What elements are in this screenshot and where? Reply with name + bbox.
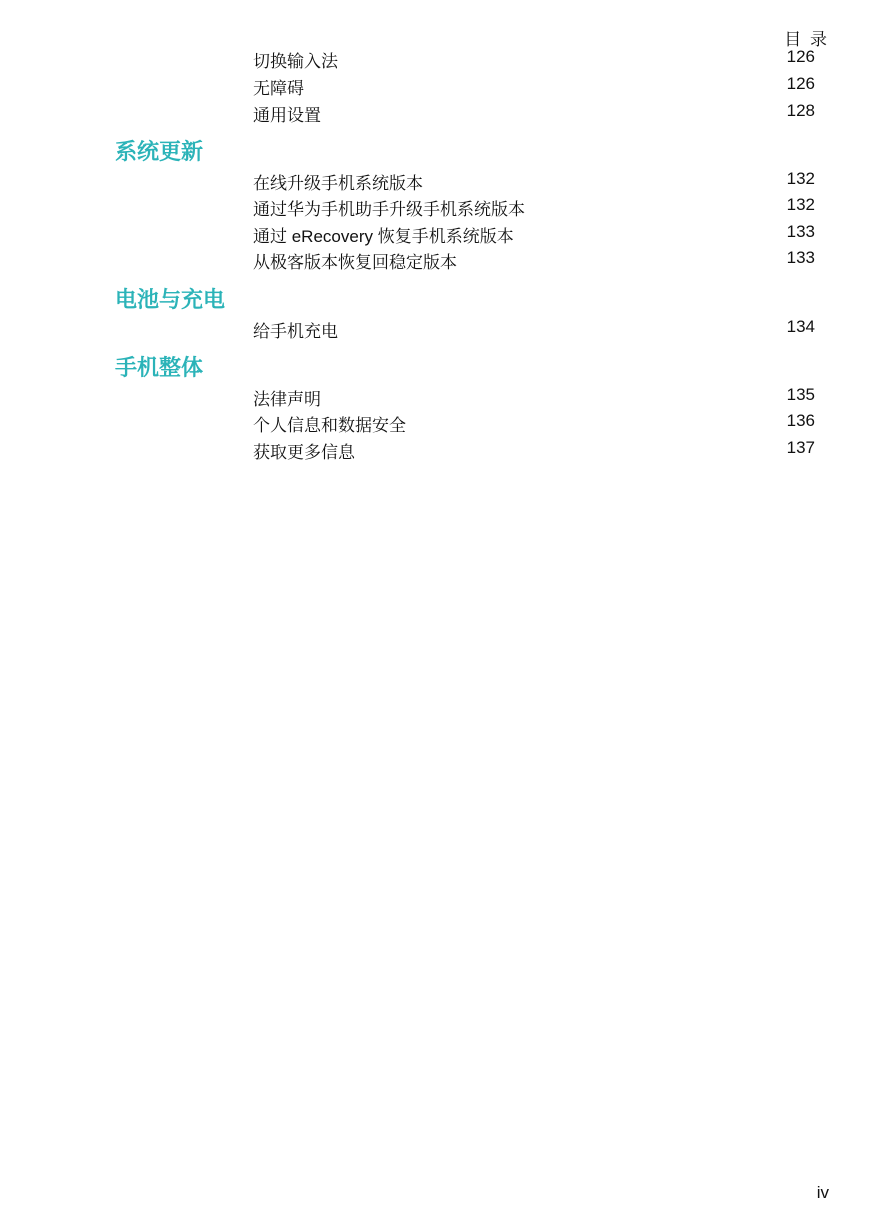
toc-entry[interactable] bbox=[253, 169, 815, 195]
toc-entry[interactable] bbox=[253, 222, 815, 248]
toc-entry-page: 136 bbox=[786, 411, 815, 430]
toc-entry[interactable] bbox=[253, 385, 815, 411]
toc-entry-page: 133 bbox=[786, 248, 815, 267]
toc-entry-label: 获取更多信息 bbox=[253, 443, 355, 462]
toc-entry-page: 137 bbox=[786, 438, 815, 457]
toc-entry[interactable] bbox=[253, 74, 815, 100]
toc-entry[interactable] bbox=[253, 195, 815, 221]
toc-header-label: 目 录 bbox=[784, 30, 829, 49]
toc-entry-page: 132 bbox=[786, 169, 815, 188]
toc-entry-label: 通过 eRecovery 恢复手机系统版本 bbox=[253, 227, 514, 246]
section-title[interactable]: 系统更新 bbox=[115, 139, 204, 164]
toc-entry-page: 135 bbox=[786, 385, 815, 404]
toc-entry-label: 通过华为手机助手升级手机系统版本 bbox=[253, 200, 525, 219]
toc-entry-label: 切换输入法 bbox=[253, 52, 338, 71]
toc-entry-label: 在线升级手机系统版本 bbox=[253, 174, 423, 193]
toc-entry[interactable] bbox=[253, 317, 815, 343]
toc-entry-page: 134 bbox=[786, 317, 815, 336]
toc-entry[interactable] bbox=[253, 47, 815, 73]
section-title[interactable]: 电池与充电 bbox=[115, 287, 226, 312]
toc-entry-label: 通用设置 bbox=[253, 106, 321, 125]
toc-entry-label: 无障碍 bbox=[253, 79, 304, 98]
toc-entry-page: 128 bbox=[786, 101, 815, 120]
toc-entry-label: 从极客版本恢复回稳定版本 bbox=[253, 253, 457, 272]
toc-entry-page: 126 bbox=[786, 74, 815, 93]
toc-entry[interactable] bbox=[253, 411, 815, 437]
toc-entry-page: 126 bbox=[786, 47, 815, 66]
toc-entry[interactable] bbox=[253, 248, 815, 274]
toc-entry-page: 132 bbox=[786, 195, 815, 214]
toc-entry-label: 给手机充电 bbox=[253, 322, 338, 341]
toc-entry-label: 个人信息和数据安全 bbox=[253, 416, 406, 435]
section-title[interactable]: 手机整体 bbox=[115, 355, 204, 380]
toc-entry[interactable] bbox=[253, 101, 815, 127]
page-number: iv bbox=[816, 1183, 829, 1202]
toc-entry-label: 法律声明 bbox=[253, 390, 321, 409]
toc-entry-page: 133 bbox=[786, 222, 815, 241]
toc-entry[interactable] bbox=[253, 438, 815, 464]
